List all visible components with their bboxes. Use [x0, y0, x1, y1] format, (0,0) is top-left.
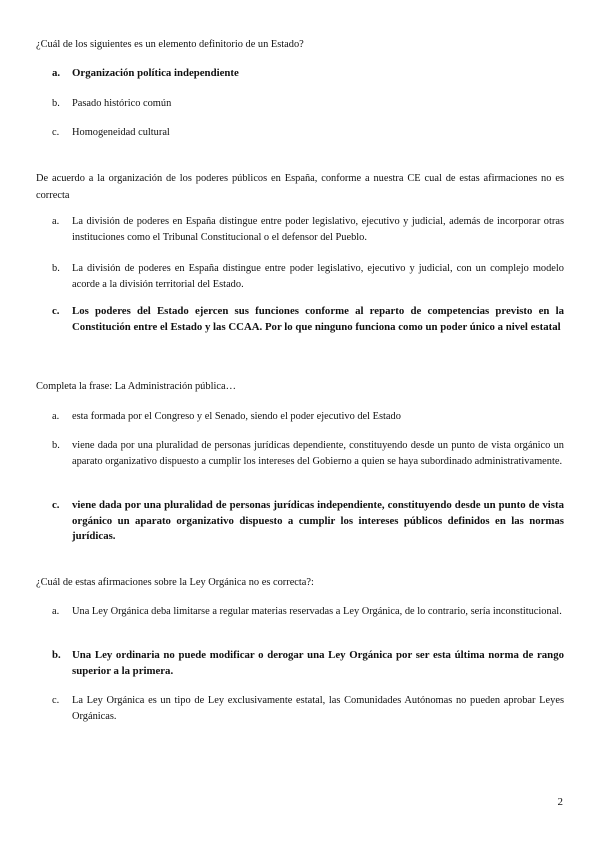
question-3-option-a — [52, 409, 564, 425]
question-3: Completa la frase: La Administración pública… — [36, 381, 236, 392]
option-text: Homogeneidad cultural — [72, 127, 170, 138]
option-text: La división de poderes en España distingue entre poder legislativo, ejecutivo y judicial, con un complejo modelo acorde a la división territorial del Estado. — [72, 263, 564, 290]
option-letter: c. — [52, 305, 60, 317]
question-4-option-a — [52, 604, 564, 620]
question-2-option-a — [52, 214, 564, 245]
question-1: ¿Cuál de los siguientes es un elemento definitorio de un Estado? — [36, 39, 304, 50]
page-number: 2 — [557, 796, 563, 808]
option-letter: b. — [52, 440, 60, 451]
option-letter: a. — [52, 67, 61, 79]
option-text: Una Ley Orgánica deba limitarse a regular materias reservadas a Ley Orgánica, de lo contrario, sería inconstitucional. — [72, 606, 562, 617]
question-1-option-a — [52, 66, 564, 82]
option-text: esta formada por el Congreso y el Senado, siendo el poder ejecutivo del Estado — [72, 411, 401, 422]
question-1-option-c — [52, 125, 564, 141]
option-text: Organización política independiente — [72, 67, 239, 79]
option-text: Pasado histórico común — [72, 98, 172, 109]
option-letter: b. — [52, 649, 61, 661]
question-4-option-b — [52, 648, 564, 679]
question-4: ¿Cuál de estas afirmaciones sobre la Ley Orgánica no es correcta?: — [36, 577, 314, 588]
option-letter: b. — [52, 263, 60, 274]
question-2-option-c — [52, 304, 564, 335]
option-text: La división de poderes en España distingue entre poder legislativo, ejecutivo y judicial, además de incorporar otras instituciones como el Tribunal Constitucional o el defensor del Pueblo. — [72, 216, 564, 243]
option-letter: c. — [52, 127, 60, 138]
question-1-option-b — [52, 96, 564, 112]
question-3-option-c — [52, 498, 564, 545]
option-letter: c. — [52, 695, 60, 706]
option-text: viene dada por una pluralidad de personas jurídicas independiente, constituyendo desde un punto de vista orgánico un aparato organizativo dispuesto a cumplir los intereses públicos definidos en las normas jurídicas. — [72, 499, 564, 542]
question-3-option-b — [52, 438, 564, 469]
option-text: Una Ley ordinaria no puede modificar o derogar una Ley Orgánica por ser esta última norma de rango superior a la primera. — [72, 649, 564, 677]
option-text: viene dada por una pluralidad de personas jurídicas dependiente, constituyendo desde un punto de vista orgánico un aparato organizativo dispuesto a cumplir los intereses del Gobierno a quien se haya subordinado administrativamente. — [72, 440, 564, 467]
option-letter: c. — [52, 499, 60, 511]
question-2-option-b — [52, 261, 564, 292]
question-2: De acuerdo a la organización de los poderes públicos en España, conforme a nuestra CE cual de estas afirmaciones no es correcta — [36, 173, 564, 201]
option-text: Los poderes del Estado ejercen sus funciones conforme al reparto de competencias previsto en la Constitución entre el Estado y las CCAA. Por lo que ninguno funciona como un poder único a nivel estatal — [72, 305, 564, 333]
option-text: La Ley Orgánica es un tipo de Ley exclusivamente estatal, las Comunidades Autónomas no pueden aprobar Leyes Orgánicas. — [72, 695, 564, 722]
option-letter: b. — [52, 98, 60, 109]
option-letter: a. — [52, 606, 60, 617]
option-letter: a. — [52, 411, 60, 422]
option-letter: a. — [52, 216, 60, 227]
question-4-option-c — [52, 693, 564, 724]
